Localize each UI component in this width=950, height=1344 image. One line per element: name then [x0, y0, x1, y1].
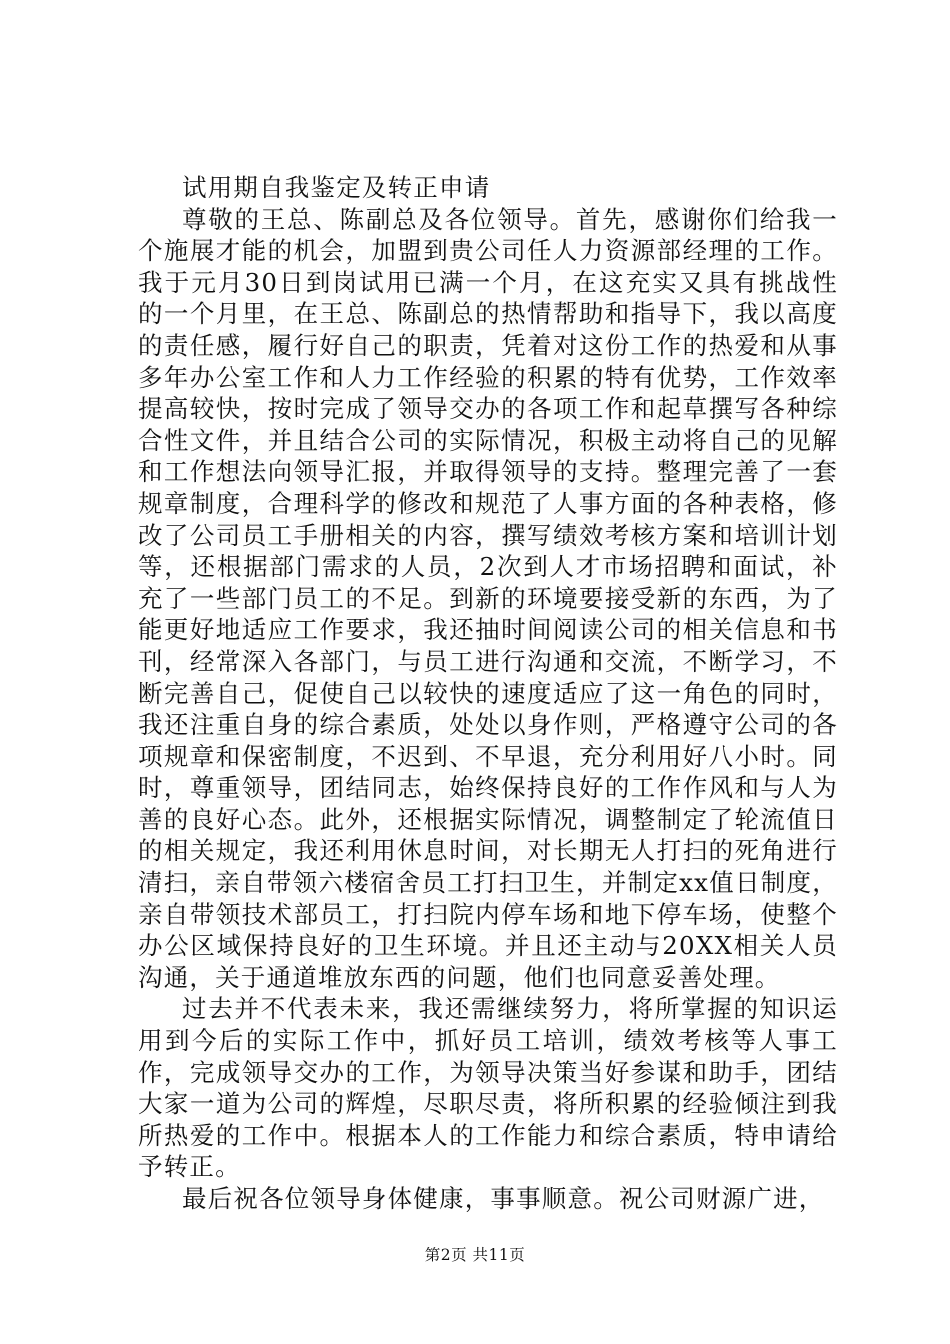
page-indicator: 第2页 共11页 — [424, 1246, 526, 1264]
paragraph-intro: 尊敬的王总、陈副总及各位领导。首先，感谢你们给我一个施展才能的机会，加盟到贵公司任人力资源部经理的工作。我于元月30日到岗试用已满一个月，在这充实又具有挑战性的一个月里，在王总、陈副总的热情帮助和指导下，我以高度的责任感，履行好自己的职责，凭着对这份工作的热爱和从事多年办公室工作和人力工作经验的积累的特有优势，工作效率提高较快，按时完成了领导交办的各项工作和起草撰写各种综合性文件，并且结合公司的实际情况，积极主动将自己的见解和工作想法向领导汇报，并取得领导的支持。整理完善了一套规章制度，合理科学的修改和规范了人事方面的各种表格，修改了公司员工手册相关的内容，撰写绩效考核方案和培训计划等，还根据部门需求的人员，2次到人才市场招聘和面试，补充了一些部门员工的不足。到新的环境要接受新的东西，为了能更好地适应工作要求，我还抽时间阅读公司的相关信息和书刊，经常深入各部门，与员工进行沟通和交流，不断学习，不断完善自己，促使自己以较快的速度适应了这一角色的同时，我还注重自身的综合素质，处处以身作则，严格遵守公司的各项规章和保密制度，不迟到、不早退，充分利用好八小时。同时，尊重领导，团结同志，始终保持良好的工作作风和与人为善的良好心态。此外，还根据实际情况，调整制定了轮流值日的相关规定，我还利用休息时间，对长期无人打扫的死角进行清扫，亲自带领六楼宿舍员工打扫卫生，并制定xx值日制度，亲自带领技术部员工，打扫院内停车场和地下停车场，使整个办公区域保持良好的卫生环境。并且还主动与20XX相关人员沟通，关于通道堆放东西的问题，他们也同意妥善处理。 — [138, 204, 838, 992]
document-title: 试用期自我鉴定及转正申请 — [182, 173, 491, 202]
document-body — [138, 172, 838, 1215]
paragraph-closing: 最后祝各位领导身体健康，事事顺意。祝公司财源广进， — [182, 1184, 825, 1213]
paragraph-future: 过去并不代表未来，我还需继续努力，将所掌握的知识运用到今后的实际工作中，抓好员工培训，绩效考核等人事工作，完成领导交办的工作，为领导决策当好参谋和助手，团结大家一道为公司的辉煌，尽职尽责，将所积累的经验倾注到我所热爱的工作中。根据本人的工作能力和综合素质，特申请给予转正。 — [138, 994, 838, 1182]
page-footer — [0, 1245, 950, 1265]
